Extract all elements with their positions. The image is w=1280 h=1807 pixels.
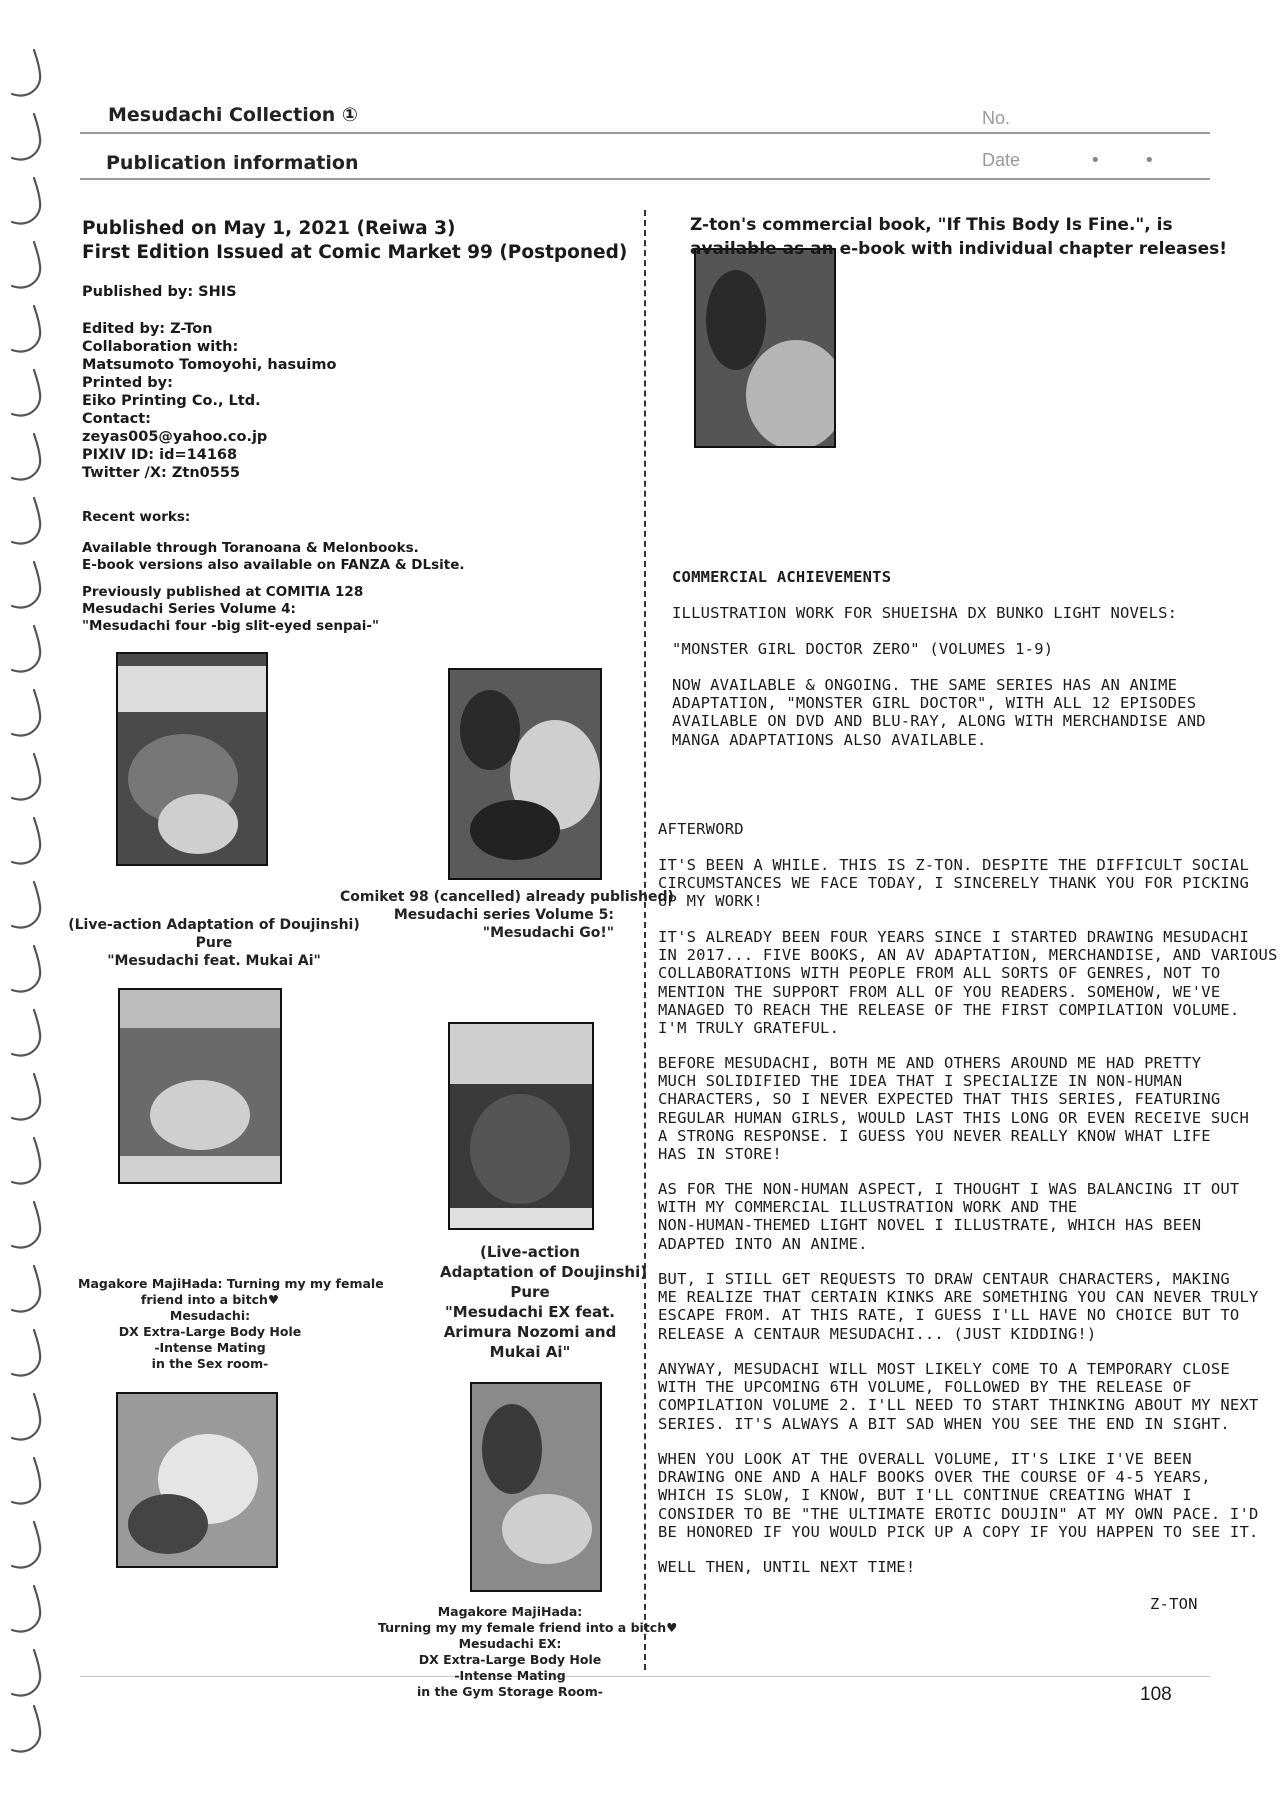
caption-line: "Mesudachi Go!" (482, 925, 614, 941)
spiral-binding-icon (6, 1388, 48, 1448)
spiral-binding-icon (6, 492, 48, 552)
credit-line: Printed by: (82, 375, 173, 391)
spiral-binding-icon (6, 1580, 48, 1640)
text-line: WHEN YOU LOOK AT THE OVERALL VOLUME, IT'S LIKE I'VE BEEN (658, 1450, 1192, 1468)
text-line: MANGA ADAPTATIONS ALSO AVAILABLE. (672, 730, 987, 749)
spiral-binding-icon (6, 300, 48, 360)
spiral-binding-icon (6, 1196, 48, 1256)
cover-image-if-this-body-is-fine (694, 248, 836, 448)
text-line: CIRCUMSTANCES WE FACE TODAY, I SINCERELY THANK YOU FOR PICKING (658, 874, 1249, 893)
spiral-binding-icon (6, 556, 48, 616)
credit-line: Contact: (82, 411, 151, 427)
caption-line: (Live-action (479, 1243, 581, 1261)
rule-line (80, 132, 1210, 134)
afterword-paragraph-5 (658, 1270, 1259, 1343)
spiral-binding-icon (6, 1644, 48, 1704)
caption-line: in the Sex room- (151, 1356, 269, 1371)
text-line: CONSIDER TO BE "THE ULTIMATE EROTIC DOUJIN" AT MY OWN PACE. I'D (658, 1504, 1259, 1523)
text-line: MUCH SOLIDIFIED THE IDEA THAT I SPECIALIZE IN NON-HUMAN (658, 1072, 1183, 1091)
afterword-paragraph-6 (658, 1360, 1259, 1433)
caption-live-action-1 (64, 916, 364, 970)
afterword-paragraph-3 (658, 1054, 1249, 1164)
cover-image-body-hole-sex-room (116, 1392, 278, 1568)
recent-works-label: Recent works: (82, 509, 191, 525)
caption-line: Magakore MajiHada: (437, 1604, 583, 1619)
text-line: ANYWAY, MESUDACHI WILL MOST LIKELY COME TO A TEMPORARY CLOSE (658, 1360, 1230, 1378)
text-line: COMPILATION VOLUME 2. I'LL NEED TO START THINKING ABOUT MY NEXT (658, 1396, 1259, 1415)
previous-line: "Mesudachi four -big slit-eyed senpai-" (82, 618, 380, 634)
text-line: UP MY WORK! (658, 892, 763, 911)
column-divider (644, 210, 646, 1670)
text-line: ME REALIZE THAT CERTAIN KINKS ARE SOMETHING YOU CAN NEVER TRULY (658, 1288, 1259, 1307)
spiral-binding-icon (6, 1452, 48, 1512)
caption-comiket98 (340, 888, 674, 942)
spiral-binding-icon (6, 364, 48, 424)
spiral-binding-icon (6, 1004, 48, 1064)
text-line: WHICH IS SLOW, I KNOW, BUT I'LL CONTINUE CREATING WHAT I (658, 1486, 1192, 1505)
afterword-paragraph-1 (658, 856, 1249, 911)
caption-line: friend into a bitch♥ (140, 1292, 280, 1307)
cover-image-body-hole-gym (470, 1382, 602, 1592)
spiral-binding-icon (6, 748, 48, 808)
caption-line: Magakore MajiHada: Turning my my female (78, 1276, 384, 1291)
caption-line: DX Extra-Large Body Hole (418, 1652, 602, 1667)
previous-line: Previously published at COMITIA 128 (82, 584, 364, 600)
spiral-binding-icon (6, 684, 48, 744)
text-line: I'M TRULY GRATEFUL. (658, 1019, 840, 1038)
cover-image-feat-arimura-nozomi (448, 1022, 594, 1230)
availability-line: E-book versions also available on FANZA & DLsite. (82, 557, 465, 573)
credit-line: Twitter /X: Ztn0555 (82, 465, 241, 481)
spiral-binding-icon (6, 428, 48, 488)
text-line: SERIES. IT'S ALWAYS A BIT SAD WHEN YOU SEE THE END IN SIGHT. (658, 1414, 1230, 1433)
caption-line: Comiket 98 (cancelled) already published) (340, 889, 674, 905)
text-line: BEFORE MESUDACHI, BOTH ME AND OTHERS AROUND ME HAD PRETTY (658, 1054, 1202, 1072)
promo-line: Z-ton's commercial book, "If This Body Is Fine.", is (690, 215, 1173, 235)
caption-line: Arimura Nozomi and (443, 1323, 617, 1341)
spiral-binding-icon (6, 108, 48, 168)
achievements-series: "MONSTER GIRL DOCTOR ZERO" (VOLUMES 1-9) (672, 640, 1054, 658)
spiral-binding-icon (6, 1132, 48, 1192)
text-line: IT'S BEEN A WHILE. THIS IS Z-TON. DESPITE THE DIFFICULT SOCIAL (658, 856, 1249, 874)
date-dot: • (1090, 150, 1101, 171)
caption-line: -Intense Mating (154, 1340, 266, 1355)
text-line: MANAGED TO REACH THE RELEASE OF THE FIRST COMPILATION VOLUME. (658, 1000, 1240, 1019)
credit-line: PIXIV ID: id=14168 (82, 447, 238, 463)
text-line: NON-HUMAN-THEMED LIGHT NOVEL I ILLUSTRATE, WHICH HAS BEEN (658, 1216, 1202, 1235)
spiral-binding-icon (6, 940, 48, 1000)
cover-image-mesudachi-go (448, 668, 602, 880)
text-line: IT'S ALREADY BEEN FOUR YEARS SINCE I STARTED DRAWING MESUDACHI (658, 928, 1249, 946)
text-line: WITH MY COMMERCIAL ILLUSTRATION WORK AND THE (658, 1198, 1078, 1217)
spiral-binding-icon (6, 236, 48, 296)
afterword-signature: Z-TON (1150, 1595, 1198, 1613)
date-dot: • (1144, 150, 1155, 171)
date-label: Date (982, 150, 1021, 170)
spiral-binding-icon (6, 1260, 48, 1320)
spiral-binding-icon (6, 812, 48, 872)
text-line: NOW AVAILABLE & ONGOING. THE SAME SERIES HAS AN ANIME (672, 676, 1178, 694)
spiral-binding-icon (6, 1700, 48, 1760)
caption-line: Mesudachi series Volume 5: (393, 907, 614, 923)
caption-line: Turning my my female friend into a bitch♥ (378, 1620, 678, 1635)
caption-majihada-2 (378, 1604, 678, 1700)
rule-line (80, 1676, 1210, 1677)
text-line: ADAPTATION, "MONSTER GIRL DOCTOR", WITH ALL 12 EPISODES (672, 694, 1197, 713)
rule-line (80, 178, 1210, 180)
spiral-binding-icon (6, 1324, 48, 1384)
text-line: AS FOR THE NON-HUMAN ASPECT, I THOUGHT I WAS BALANCING IT OUT (658, 1180, 1240, 1198)
caption-line: "Mesudachi feat. Mukai Ai" (107, 953, 321, 969)
credit-line: Edited by: Z-Ton (82, 321, 213, 337)
text-line: WITH THE UPCOMING 6TH VOLUME, FOLLOWED BY THE RELEASE OF (658, 1378, 1192, 1397)
spiral-binding-icon (6, 1516, 48, 1576)
text-line: COLLABORATIONS WITH PEOPLE FROM ALL SORTS OF GENRES, NOT TO (658, 964, 1221, 983)
no-label: No. (982, 108, 1011, 128)
afterword-heading: AFTERWORD (658, 820, 744, 838)
published-by: Published by: SHIS (82, 284, 237, 300)
afterword-paragraph-2 (658, 928, 1278, 1038)
text-line: AVAILABLE ON DVD AND BLU-RAY, ALONG WITH MERCHANDISE AND (672, 712, 1206, 731)
edition-line: First Edition Issued at Comic Market 99 (Postponed) (82, 242, 628, 263)
caption-line: DX Extra-Large Body Hole (118, 1324, 302, 1339)
credit-line: zeyas005@yahoo.co.jp (82, 429, 268, 445)
caption-line: Mesudachi EX: (458, 1636, 562, 1651)
text-line: IN 2017... FIVE BOOKS, AN AV ADAPTATION, MERCHANDISE, AND VARIOUS (658, 946, 1278, 965)
availability-line: Available through Toranoana & Melonbooks. (82, 540, 419, 556)
achievements-heading: COMMERCIAL ACHIEVEMENTS (672, 568, 892, 586)
achievements-illustration: ILLUSTRATION WORK FOR SHUEISHA DX BUNKO LIGHT NOVELS: (672, 604, 1178, 622)
text-line: RELEASE A CENTAUR MESUDACHI... (JUST KIDDING!) (658, 1324, 1097, 1343)
caption-line: Adaptation of Doujinshi) (440, 1263, 648, 1281)
spiral-binding-icon (6, 44, 48, 104)
section-title: Publication information (106, 152, 359, 174)
previous-line: Mesudachi Series Volume 4: (82, 601, 296, 617)
promo-block (690, 213, 1227, 261)
credit-line: Matsumoto Tomoyohi, hasuimo (82, 357, 337, 373)
spiral-binding-icon (6, 1068, 48, 1128)
text-line: HAS IN STORE! (658, 1145, 782, 1164)
text-line: ADAPTED INTO AN ANIME. (658, 1234, 868, 1253)
credit-line: Eiko Printing Co., Ltd. (82, 393, 261, 409)
spiral-binding-icon (6, 620, 48, 680)
collection-title: Mesudachi Collection ① (108, 104, 359, 126)
caption-line: in the Gym Storage Room- (417, 1684, 603, 1699)
afterword-closing: WELL THEN, UNTIL NEXT TIME! (658, 1558, 916, 1576)
caption-line: Pure (510, 1283, 550, 1301)
text-line: ESCAPE FROM. AT THIS RATE, I GUESS I'LL HAVE NO CHOICE BUT TO (658, 1306, 1240, 1325)
caption-line: -Intense Mating (454, 1668, 566, 1683)
credit-line: Collaboration with: (82, 339, 239, 355)
promo-line: available as an e-book with individual chapter releases! (690, 239, 1227, 259)
text-line: REGULAR HUMAN GIRLS, WOULD LAST THIS LONG OR EVEN RECEIVE SUCH (658, 1108, 1249, 1127)
cover-image-mesudachi-four (116, 652, 268, 866)
afterword-paragraph-4 (658, 1180, 1238, 1253)
credits-block (82, 320, 336, 482)
caption-line: Mesudachi: (169, 1308, 251, 1323)
caption-line: Mukai Ai" (489, 1343, 571, 1361)
caption-live-action-2 (440, 1242, 648, 1362)
achievements-details (672, 676, 1252, 749)
page-number: 108 (1140, 1684, 1172, 1705)
text-line: DRAWING ONE AND A HALF BOOKS OVER THE COURSE OF 4-5 YEARS, (658, 1468, 1211, 1487)
caption-line: Pure (195, 935, 233, 951)
spiral-binding-icon (6, 172, 48, 232)
text-line: A STRONG RESPONSE. I GUESS YOU NEVER REALLY KNOW WHAT LIFE (658, 1126, 1211, 1145)
caption-line: "Mesudachi EX feat. (444, 1303, 616, 1321)
text-line: MENTION THE SUPPORT FROM ALL OF YOU READERS. SOMEHOW, WE'VE (658, 982, 1221, 1001)
spiral-binding-icon (6, 876, 48, 936)
text-line: BE HONORED IF YOU WOULD PICK UP A COPY IF YOU HAPPEN TO SEE IT. (658, 1522, 1259, 1541)
text-line: BUT, I STILL GET REQUESTS TO DRAW CENTAUR CHARACTERS, MAKING (658, 1270, 1230, 1288)
previous-block (82, 584, 379, 635)
published-line: Published on May 1, 2021 (Reiwa 3) (82, 218, 456, 239)
caption-line: (Live-action Adaptation of Doujinshi) (68, 917, 360, 933)
cover-image-feat-mukai-ai (118, 988, 282, 1184)
availability-block (82, 540, 465, 574)
text-line: CHARACTERS, SO I NEVER EXPECTED THAT THIS SERIES, FEATURING (658, 1090, 1221, 1109)
caption-majihada-1 (78, 1276, 384, 1372)
afterword-paragraph-7 (658, 1450, 1259, 1541)
